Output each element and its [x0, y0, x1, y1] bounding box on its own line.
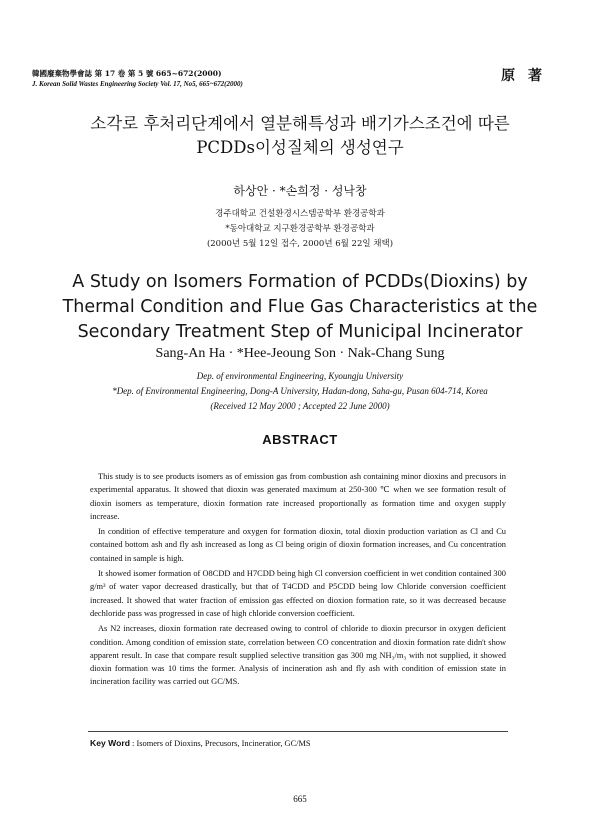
- english-authors: Sang-An Ha · *Hee-Jeoung Son · Nak-Chang Sung: [155, 346, 445, 361]
- korean-affiliation-1: 경주대학교 건설환경시스템공학부 환경공학과: [215, 209, 385, 219]
- english-affiliation-1: Dep. of environmental Engineering, Kyoungju University: [196, 371, 404, 381]
- abstract-heading: ABSTRACT: [262, 432, 338, 447]
- abstract-body: [90, 470, 506, 691]
- article-type-label: 原 著: [501, 68, 546, 84]
- english-title: [0, 270, 600, 345]
- journal-header-korean: 韓國廢棄物學會誌 第 17 卷 第 5 號 665~672(2000): [32, 69, 222, 78]
- english-title-line2: Thermal Condition and Flue Gas Characteristics at the: [62, 297, 538, 317]
- keywords-text: : Isomers of Dioxins, Precusors, Incineratior, GC/MS: [129, 739, 311, 748]
- korean-title-line1: 소각로 후처리단계에서 열분해특성과 배기가스조건에 따른: [90, 114, 510, 133]
- english-title-line1: A Study on Isomers Formation of PCDDs(Dioxins) by: [72, 272, 528, 292]
- abstract-paragraph: It showed isomer formation of O8CDD and H7CDD being high Cl conversion coefficient in wet condition contained 300 g/m³ of water vapor decreased drastically, but that of T4CDD and P5CDD being low Chloride conversion coefficient increased. It showed that water fraction of emission gas effected on dioxion formation rate, so it was decreased because dechloride pass was progressed in case of high chloride conversion coefficient.: [90, 569, 506, 618]
- english-title-line3: Secondary Treatment Step of Municipal Incinerator: [77, 322, 523, 342]
- korean-title-line2: PCDDs이성질체의 생성연구: [196, 138, 404, 157]
- abstract-paragraph: As N2 increases, dioxin formation rate decreased owing to control of chloride to dioxin precursor in oxygen deficient condition. Among condition of emission state, correlation between CO concentration and dioxin formation rate didn't show apparent result. In case that compare result supplied selective transition gas 300 mg NH₃/m₃ with not supplied, it showed dioxin formation was 10 tims the former. Analysis of incineration ash and fly ash with condition of emission state in incineration facility was carried out GC/MS.: [90, 624, 506, 687]
- keywords-divider: [88, 731, 508, 732]
- english-received-date: (Received 12 May 2000 ; Accepted 22 June 2000): [210, 401, 390, 411]
- journal-header-english: J. Korean Solid Wastes Engineering Society Vol. 17, No5, 665~672(2000): [32, 80, 243, 88]
- page-number: 665: [293, 794, 307, 804]
- abstract-paragraph: In condition of effective temperature and oxygen for formation dioxin, total dioxin production variation as Cl and Cu contained bottom ash and fly ash increased as long as Cl being origin of dioxin formation increases, and Cu concentration contained in sample is high.: [90, 527, 506, 563]
- keywords-label: Key Word: [90, 738, 130, 748]
- keywords: [90, 738, 311, 748]
- korean-affiliation-2: *동아대학교 지구환경공학부 환경공학과: [225, 224, 375, 234]
- korean-authors: 하상안 · *손희정 · 성낙창: [233, 184, 367, 198]
- journal-header: [32, 68, 452, 89]
- korean-received-date: (2000년 5월 12일 접수, 2000년 6월 22일 채택): [206, 239, 394, 249]
- english-affiliation-2: *Dep. of Environmental Engineering, Dong-A University, Hadan-dong, Saha-gu, Pusan 604-714, Korea: [112, 386, 488, 396]
- abstract-paragraph: This study is to see products isomers as of emission gas from combustion ash containing minor dioxins and precusors in experimental apparatus. It showed that dioxin was generated maximum at 250-300 ℃ when we see formation result of dioxin isomers as temperature, dioxin formation rate increased proportionally as formation time and oxygen supply increase.: [90, 472, 506, 521]
